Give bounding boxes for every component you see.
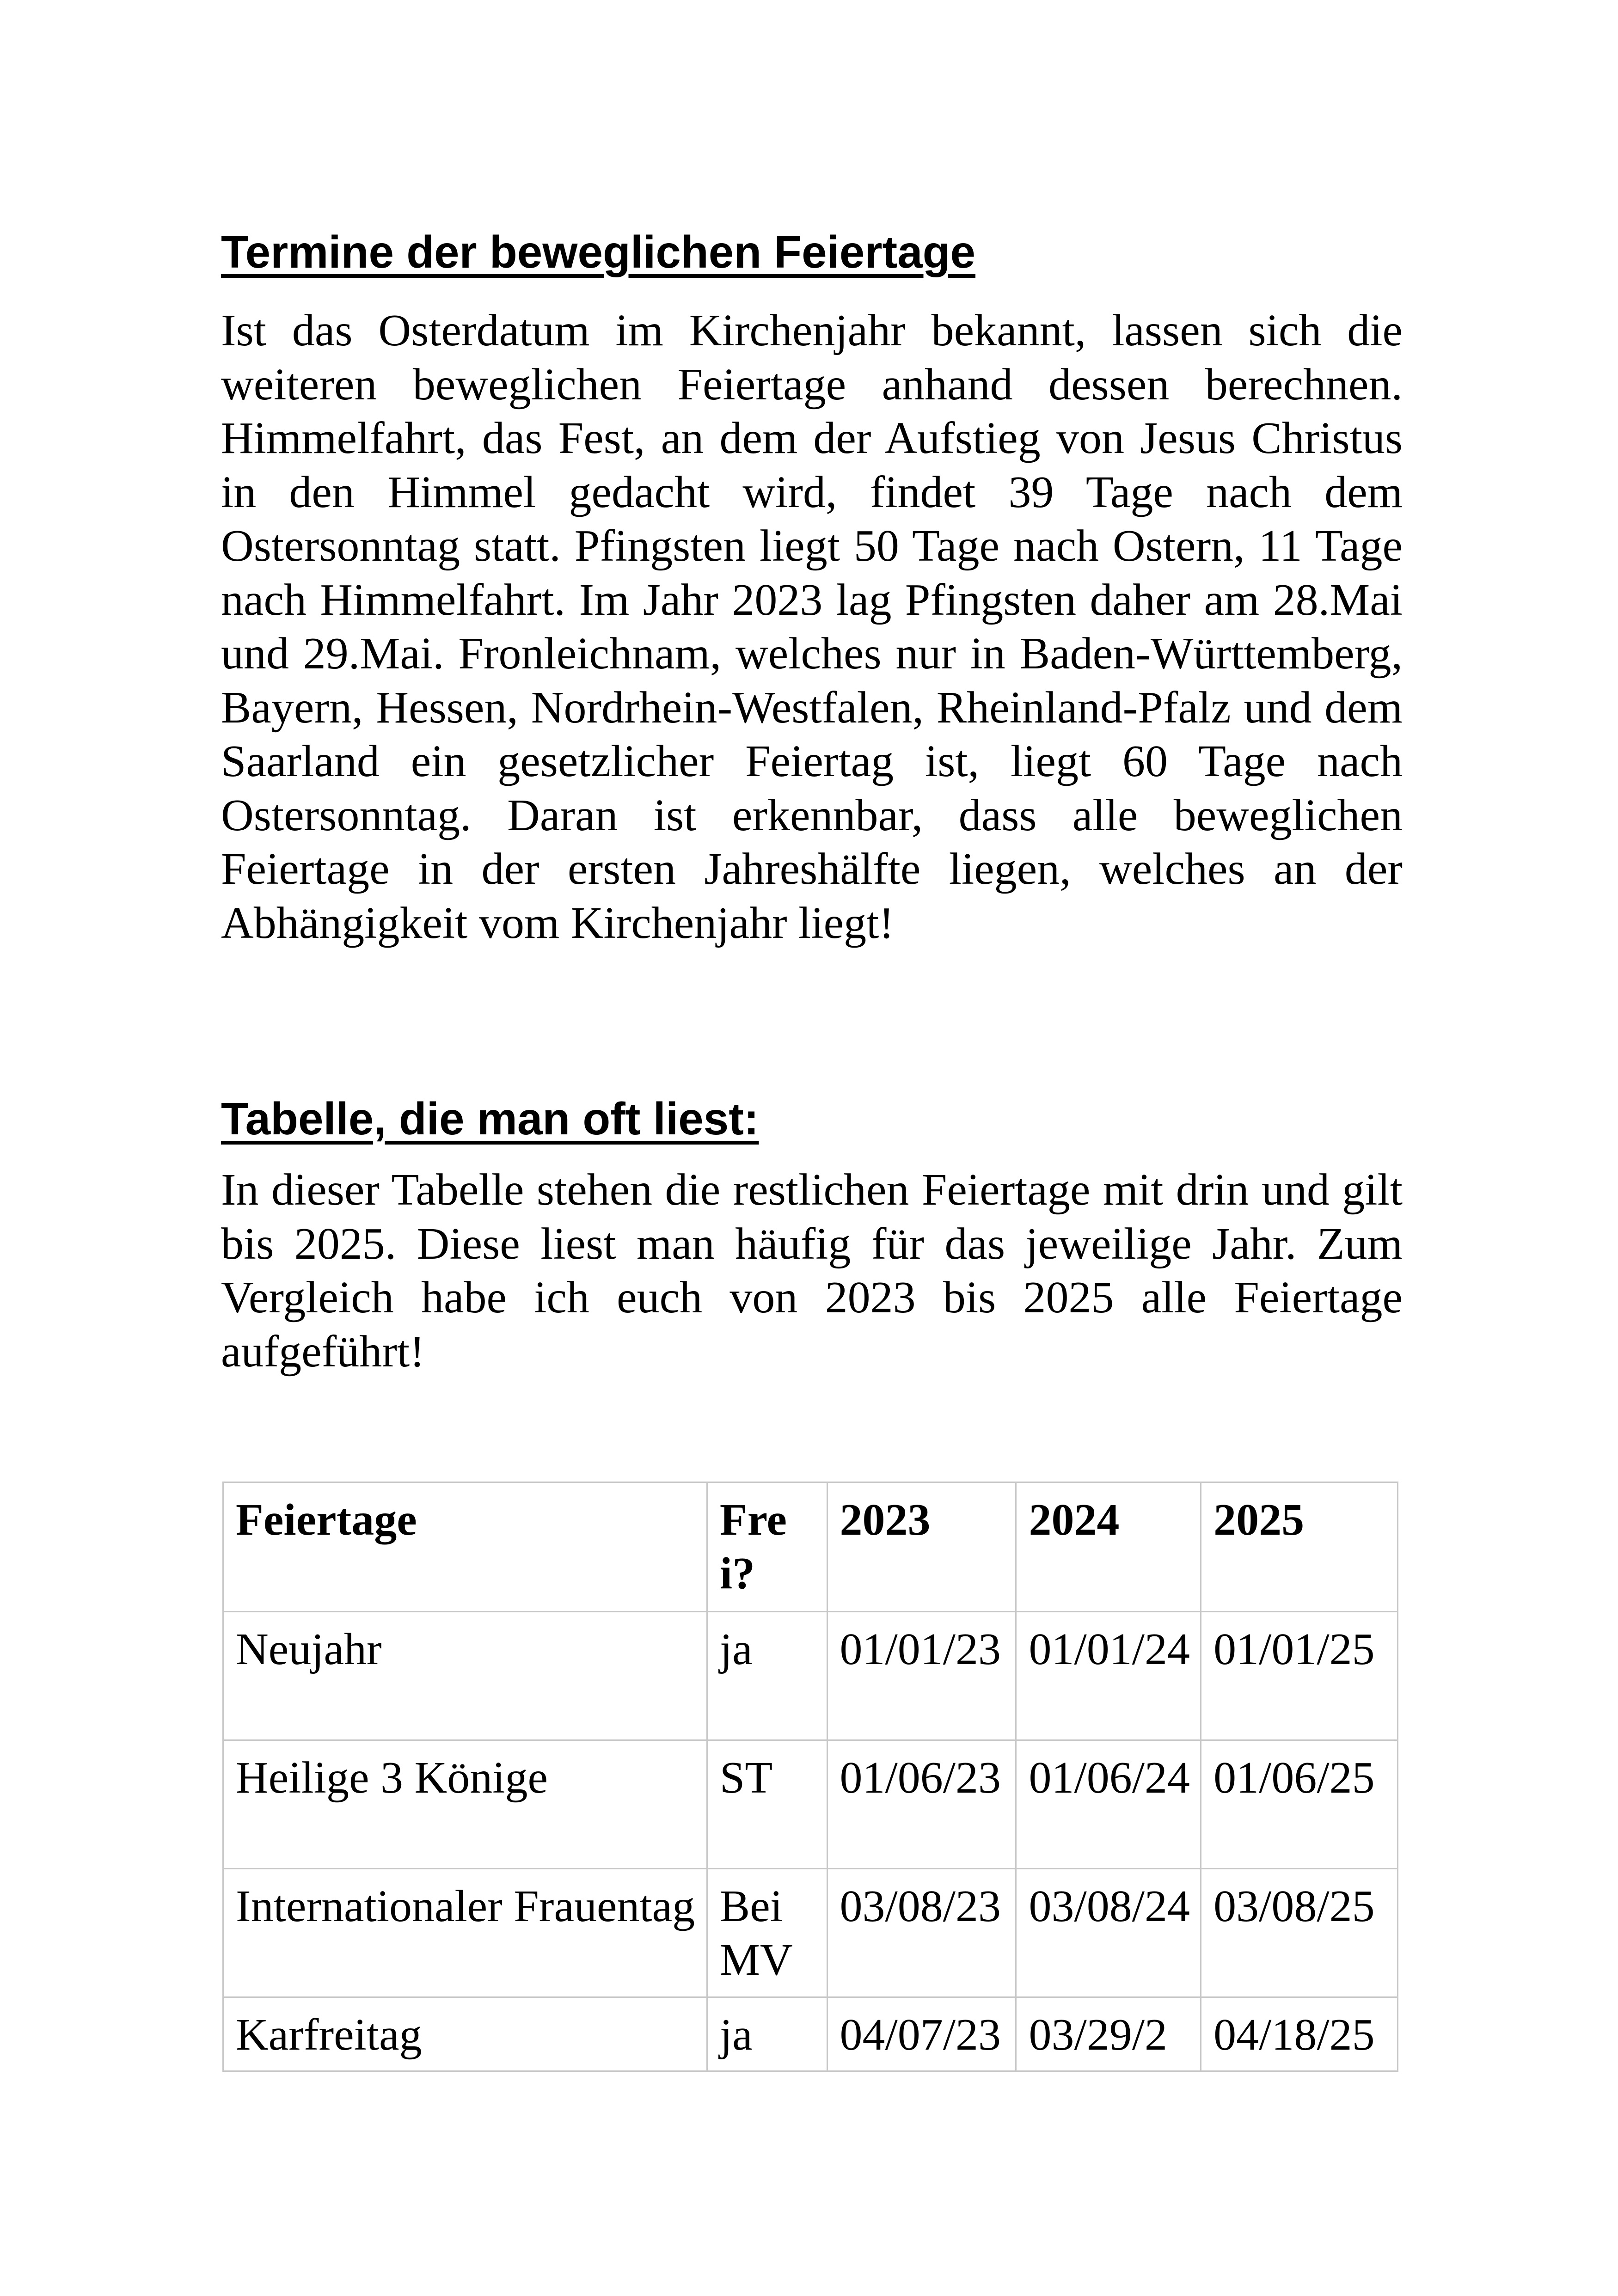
holiday-free: ja [707, 1612, 827, 1740]
header-feiertage: Feiertage [223, 1482, 707, 1612]
header-frei: Frei? [707, 1482, 827, 1612]
section-paragraph-table-intro: In dieser Tabelle stehen die restlichen Feiertage mit drin und gilt bis 2025. Diese liest man häufig für das jeweilige Jahr. Zum Vergleich habe ich euch von 2023 bis 2025 alle Feiertage aufgeführt! [221, 1165, 1403, 1377]
table-row [223, 1869, 1398, 1997]
section-paragraph-moveable-holidays: Ist das Osterdatum im Kirchenjahr bekannt, lassen sich die weiteren beweglichen Feiertage anhand dessen berechnen. Himmelfahrt, das Fest, an dem der Aufstieg von Jesus Christus in den Himmel gedacht wird, findet 39 Tage nach dem Ostersonntag statt. Pfingsten liegt 50 Tage nach Ostern, 11 Tage nach Himmelfahrt. Im Jahr 2023 lag Pfingsten daher am 28.Mai und 29.Mai. Fronleichnam, welches nur in Baden-Württemberg, Bayern, Hessen, Nordrhein-Westfalen, Rheinland-Pfalz und dem Saarland ein gesetzlicher Feiertag ist, liegt 60 Tage nach Ostersonntag. Daran ist erkennbar, dass alle beweglichen Feiertage in der ersten Jahreshälfte liegen, welches an der Abhängigkeit vom Kirchenjahr liegt! [221, 306, 1403, 948]
date-2023: 03/08/23 [827, 1869, 1016, 1997]
table-row [223, 1740, 1398, 1869]
date-2025: 01/06/25 [1201, 1740, 1398, 1869]
date-2025: 03/08/25 [1201, 1869, 1398, 1997]
header-2024: 2024 [1016, 1482, 1201, 1612]
date-2023: 01/01/23 [827, 1612, 1016, 1740]
header-2023: 2023 [827, 1482, 1016, 1612]
section-heading-moveable-holidays: Termine der beweglichen Feiertage [221, 227, 976, 277]
holiday-table [222, 1482, 1398, 2072]
holiday-free: ja [707, 1997, 827, 2071]
date-2023: 04/07/23 [827, 1997, 1016, 2071]
holiday-free: Bei MV [707, 1869, 827, 1997]
date-2024: 03/08/24 [1016, 1869, 1201, 1997]
date-2025: 04/18/25 [1201, 1997, 1398, 2071]
table-row [223, 1612, 1398, 1740]
table-row [223, 1997, 1398, 2071]
header-2025: 2025 [1201, 1482, 1398, 1612]
holiday-name: Neujahr [223, 1612, 707, 1740]
date-2024: 01/01/24 [1016, 1612, 1201, 1740]
date-2023: 01/06/23 [827, 1740, 1016, 1869]
date-2024: 01/06/24 [1016, 1740, 1201, 1869]
table-header-row [223, 1482, 1398, 1612]
section-heading-table: Tabelle, die man oft liest: [221, 1093, 759, 1144]
holiday-name: Internationaler Frauentag [223, 1869, 707, 1997]
holiday-free: ST [707, 1740, 827, 1869]
date-2025: 01/01/25 [1201, 1612, 1398, 1740]
date-2024: 03/29/2 [1016, 1997, 1201, 2071]
holiday-name: Heilige 3 Könige [223, 1740, 707, 1869]
holiday-name: Karfreitag [223, 1997, 707, 2071]
